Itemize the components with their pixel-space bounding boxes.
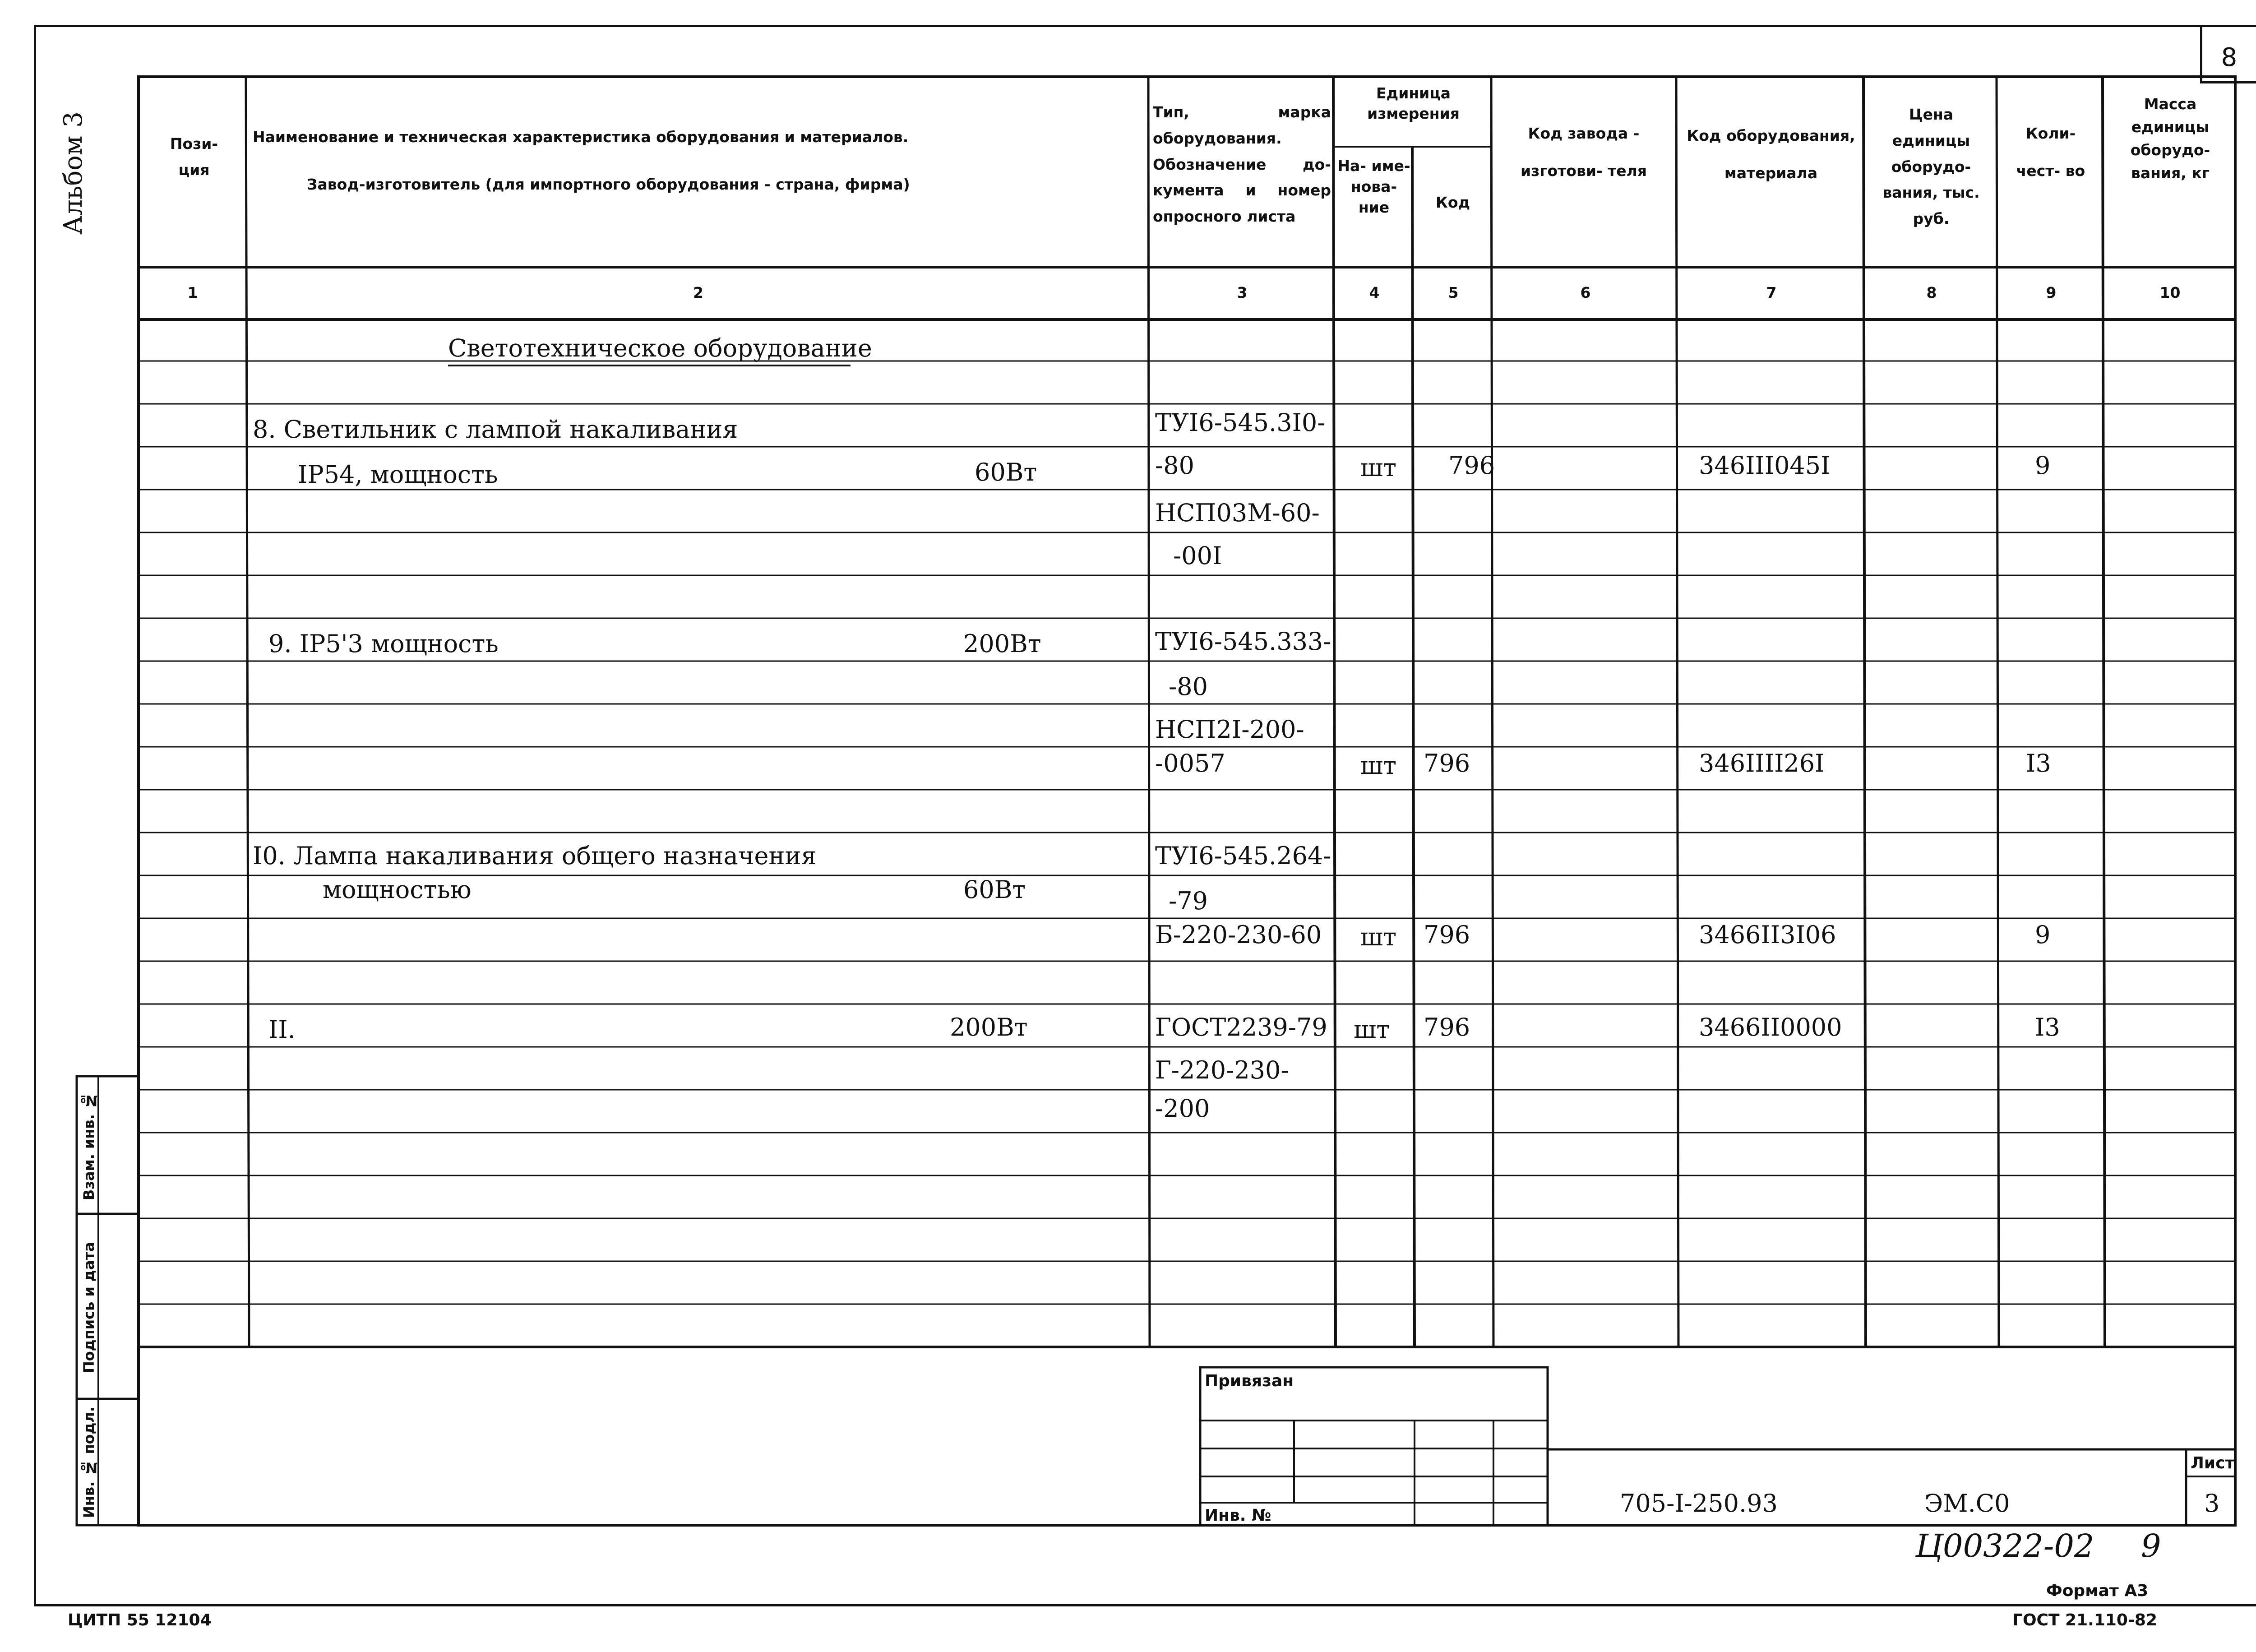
list-label: Лист bbox=[2191, 1454, 2235, 1472]
header-equipment-code: Код оборудования, материала bbox=[1687, 127, 1855, 182]
header-unit-code: Код bbox=[1435, 194, 1470, 211]
header-plant-code: Код завода - изготови- теля bbox=[1520, 125, 1647, 180]
item-name: 9. IP5'3 мощность bbox=[268, 629, 499, 658]
item-type: ТУI6-545.3I0- bbox=[1155, 408, 1326, 437]
item-name: I0. Лампа накаливания общего назначения bbox=[253, 842, 817, 870]
item-material-code: 346IIII26I bbox=[1699, 749, 1825, 777]
doc-mark: ЭМ.С0 bbox=[1924, 1489, 2010, 1518]
album-label: Альбом 3 bbox=[59, 111, 88, 235]
header-unit-name: На- име- нова- ние bbox=[1337, 157, 1410, 217]
header-position: Пози- ция bbox=[170, 135, 218, 179]
col-number: 2 bbox=[693, 284, 703, 301]
header-unit-group: Единица измерения bbox=[1367, 84, 1460, 122]
privyazan-label: Привязан bbox=[1205, 1372, 1294, 1390]
format-label: Формат А3 bbox=[2046, 1582, 2149, 1600]
item-unit: шт bbox=[1360, 751, 1397, 780]
stamp-podpis: Подпись и дата bbox=[80, 1242, 97, 1373]
item-unit-code: 796 bbox=[1424, 921, 1470, 949]
item-name: II. bbox=[268, 1015, 296, 1044]
item-type: ТУI6-545.333- bbox=[1155, 627, 1331, 656]
item-type: -79 bbox=[1169, 887, 1208, 915]
header-quantity: Коли- чест- во bbox=[2016, 125, 2085, 180]
item-type: -00I bbox=[1173, 541, 1222, 570]
col-number: 7 bbox=[1766, 284, 1777, 301]
header-name-line2: Завод-изготовитель (для импортного оборудования - страна, фирма) bbox=[307, 176, 910, 193]
item-unit-code: 796 bbox=[1448, 451, 1495, 480]
col-number: 3 bbox=[1237, 284, 1248, 301]
item-material-code: 346III045I bbox=[1699, 451, 1831, 480]
col-number: 6 bbox=[1580, 284, 1591, 301]
col-number: 8 bbox=[1926, 284, 1937, 301]
item-unit: шт bbox=[1360, 453, 1397, 482]
inv-no-label: Инв. № bbox=[1205, 1506, 1271, 1525]
item-type: НСП03М-60- bbox=[1155, 499, 1320, 527]
item-type: -80 bbox=[1155, 451, 1194, 480]
item-type: НСП2I-200- bbox=[1155, 715, 1304, 744]
header-mass: Масса единицы оборудо- вания, кг bbox=[2130, 95, 2210, 182]
bottom-left-code: ЦИТП 55 12104 bbox=[68, 1611, 212, 1629]
item-unit: шт bbox=[1360, 923, 1397, 951]
item-power: 60Вт bbox=[963, 875, 1026, 904]
item-power: 200Вт bbox=[950, 1013, 1028, 1041]
stamp-vzam: Взам. инв. № bbox=[80, 1092, 97, 1201]
doc-code: 705-I-250.93 bbox=[1620, 1489, 1778, 1518]
item-qty: 9 bbox=[2035, 451, 2051, 480]
item-power: 200Вт bbox=[963, 629, 1041, 658]
item-qty: I3 bbox=[2035, 1013, 2060, 1041]
col-number: 4 bbox=[1369, 284, 1380, 301]
item-qty: 9 bbox=[2035, 921, 2051, 949]
handwritten-number: 9 bbox=[2141, 1527, 2161, 1564]
item-name: IP54, мощность bbox=[298, 460, 498, 489]
item-type: Б-220-230-60 bbox=[1155, 921, 1322, 949]
item-power: 60Вт bbox=[975, 458, 1037, 486]
col-number: 1 bbox=[187, 284, 198, 301]
item-material-code: 3466II3I06 bbox=[1699, 921, 1836, 949]
col-number: 9 bbox=[2046, 284, 2057, 301]
stamp-inv: Инв. № подл. bbox=[80, 1406, 97, 1518]
item-unit-code: 796 bbox=[1424, 1013, 1470, 1041]
item-name: 8. Светильник с лампой накаливания bbox=[253, 415, 738, 444]
header-price: Цена единицы оборудо- вания, тыс. руб. bbox=[1882, 106, 1980, 227]
item-material-code: 3466II0000 bbox=[1699, 1013, 1842, 1041]
col-number: 10 bbox=[2159, 284, 2181, 301]
header-name-line1: Наименование и техническая характеристика оборудования и материалов. bbox=[253, 128, 909, 146]
handwritten-code: Ц00322-02 bbox=[1915, 1527, 2094, 1564]
item-type: ГОСТ2239-79 bbox=[1155, 1013, 1327, 1041]
item-type: -0057 bbox=[1155, 749, 1225, 777]
col-number: 5 bbox=[1448, 284, 1459, 301]
item-unit: шт bbox=[1354, 1015, 1390, 1044]
item-type: -200 bbox=[1155, 1094, 1210, 1123]
header-type: Тип, марка оборудования. Обозначение до- кумента и номер опросного листа bbox=[1153, 103, 1331, 225]
item-type: Г-220-230- bbox=[1155, 1056, 1289, 1084]
section-title: Светотехническое оборудование bbox=[448, 334, 872, 362]
item-name: мощностью bbox=[323, 875, 472, 904]
item-qty: I3 bbox=[2026, 749, 2051, 777]
sheet-marker: 8 bbox=[2221, 43, 2238, 72]
item-type: -80 bbox=[1169, 672, 1208, 701]
list-number: 3 bbox=[2204, 1489, 2220, 1518]
gost-label: ГОСТ 21.110-82 bbox=[2012, 1611, 2158, 1629]
item-unit-code: 796 bbox=[1424, 749, 1470, 777]
item-type: ТУI6-545.264- bbox=[1155, 842, 1331, 870]
